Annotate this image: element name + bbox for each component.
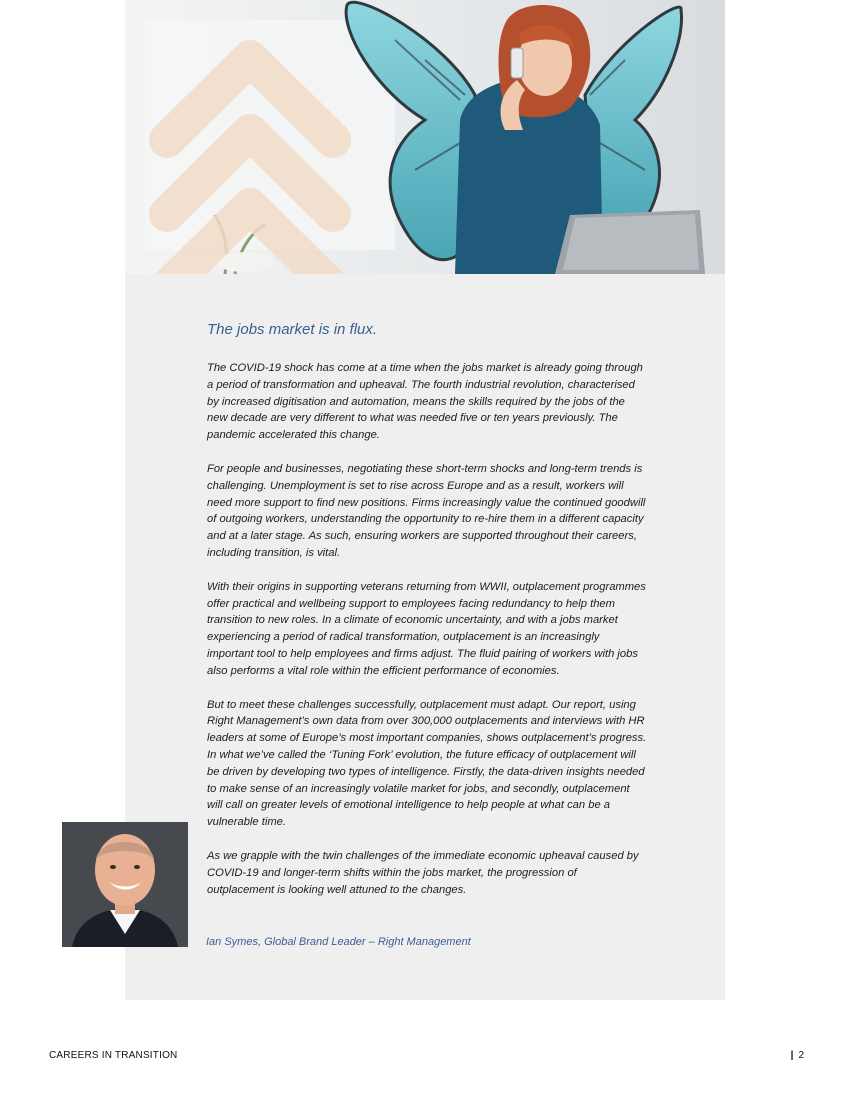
hero-image: [125, 0, 725, 274]
paragraph: But to meet these challenges successfully, outplacement must adapt. Our report, using Right Management’s own data from over 300,000 outplacements and interviews with HR leaders at some of Europe’s most important companies, shows outplacement’s progress. In what we’ve called the ‘Tuning Fork’ evolution, the future efficacy of outplacement will be driven by developing two types of intelligence. Firstly, the data-driven insights needed to make sense of an increasingly volatile market for jobs, and secondly, outplacement will call on greater levels of emotional intelligence to help people at what can be a vulnerable time.: [207, 698, 647, 829]
portrait-illustration: [62, 822, 188, 947]
paragraph: The COVID-19 shock has come at a time when the jobs market is already going through a period of transformation and upheaval. The fourth industrial revolution, characterised by increased digitisation and automation, means the skills required by the jobs of the new decade are very different to what was needed five or ten years previously. The pandemic accelerated this change.: [207, 362, 643, 442]
paragraph: For people and businesses, negotiating these short-term shocks and long-term trends is challenging. Unemployment is set to rise across Europe and as a result, workers will need more support to find new positions. Firms increasingly value the continued goodwill of outgoing workers, understanding the opportunity to re-hire them in a different capacity and at a later stage. As such, ensuring workers are supported throughout their careers, including transition, is vital.: [207, 462, 646, 559]
footer-page-number: [780, 1050, 804, 1061]
footer-divider: |: [790, 1050, 794, 1061]
paragraph: As we grapple with the twin challenges of the immediate economic upheaval caused by COVID-19 and longer-term shifts within the jobs market, the progression of outplacement is looking well attuned to the changes.: [207, 849, 639, 896]
author-attribution: Ian Symes, Global Brand Leader – Right Management: [206, 936, 471, 948]
body-text: [207, 360, 647, 915]
hero-illustration: [125, 0, 725, 274]
footer-publication-title: CAREERS IN TRANSITION: [49, 1050, 178, 1061]
page-number: 2: [798, 1050, 804, 1061]
laptop-shape: [555, 210, 705, 274]
author-portrait: [62, 822, 188, 947]
section-headline: The jobs market is in flux.: [207, 321, 378, 338]
paragraph: With their origins in supporting veterans returning from WWII, outplacement programmes offer practical and wellbeing support to employees facing redundancy to help them transition to new roles. In a climate of economic uncertainty, and with a jobs market experiencing a period of radical transformation, outplacement is an increasingly important tool to help employees and firms adjust. The fluid pairing of workers with jobs also performs a vital role within the efficient performance of economies.: [207, 580, 646, 677]
